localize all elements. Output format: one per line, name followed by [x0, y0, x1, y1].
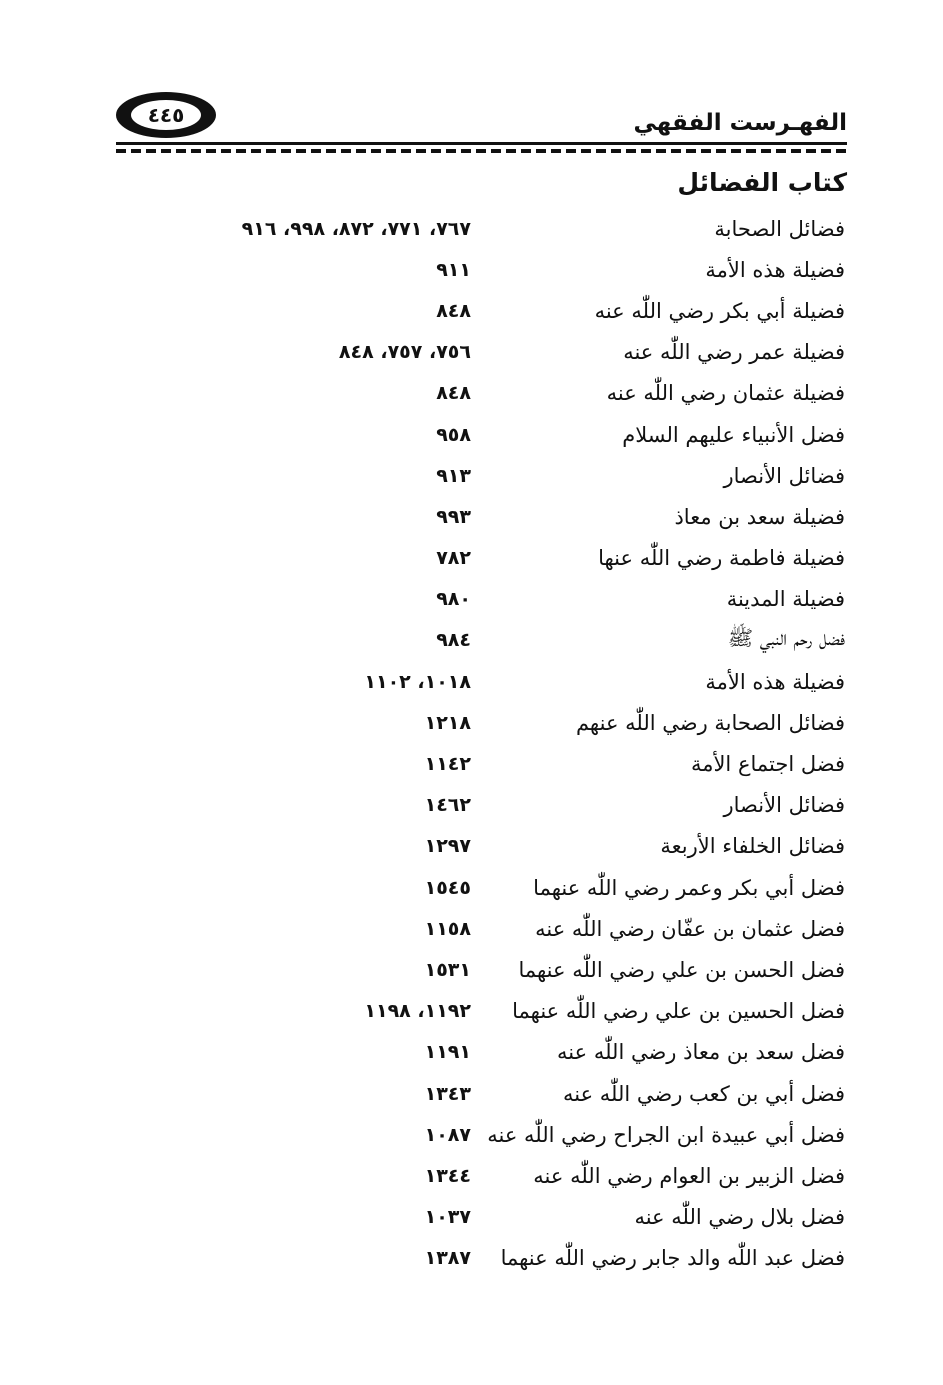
entry-pages: ١٠٨٧ [424, 1123, 471, 1146]
entry-topic: فضيلة سعد بن معاذ [674, 504, 845, 529]
entry-pages: ٧٥٦، ٧٥٧، ٨٤٨ [338, 341, 471, 364]
index-entry [85, 949, 845, 990]
entry-pages: ١٤٦٢ [424, 794, 471, 817]
entry-pages: ٩٥٨ [436, 423, 471, 446]
entry-pages: ٩٨٤ [436, 629, 471, 652]
entry-topic: فضل رحم النبي ﷺ [727, 625, 845, 650]
index-entry [85, 249, 845, 290]
index-entry [85, 414, 845, 455]
index-entry [85, 991, 845, 1032]
index-entry [85, 785, 845, 826]
entry-pages: ١٣٤٣ [424, 1082, 471, 1105]
entry-pages: ١١٩١ [424, 1041, 471, 1064]
entry-pages: ٨٤٨ [436, 382, 471, 405]
entry-pages: ١٥٣١ [424, 958, 471, 981]
index-entry [85, 743, 845, 784]
entry-topic: فضيلة فاطمة رضي اللّٰه عنها [598, 546, 845, 571]
entry-pages: ٩٩٣ [436, 505, 471, 528]
entry-topic: فضل الحسين بن علي رضي اللّٰه عنهما [512, 999, 845, 1024]
entry-pages: ١٢١٨ [424, 711, 471, 734]
index-entry [85, 702, 845, 743]
header-dashed-rule [116, 149, 847, 153]
index-entry [85, 208, 845, 249]
entry-pages: ٧٨٢ [436, 547, 471, 570]
entry-topic: فضل أبي بكر وعمر رضي اللّٰه عنهما [533, 875, 845, 900]
entry-topic: فضيلة المدينة [726, 587, 845, 612]
entry-topic: فضائل الخلفاء الأربعة [660, 834, 845, 859]
entry-topic: فضل بلال رضي اللّٰه عنه [634, 1205, 845, 1230]
index-entry [85, 1114, 845, 1155]
index-entry [85, 290, 845, 331]
entry-topic: فضيلة هذه الأمة [705, 669, 845, 694]
index-entry [85, 496, 845, 537]
section-title: كتاب الفضائل [677, 168, 847, 197]
entry-pages: ٧٦٧، ٧٧١، ٨٧٢، ٩٩٨، ٩١٦ [241, 217, 471, 240]
entry-pages: ١٣٤٤ [424, 1164, 471, 1187]
entry-topic: فضل الحسن بن علي رضي اللّٰه عنهما [518, 957, 845, 982]
index-entry [85, 1197, 845, 1238]
index-entry [85, 455, 845, 496]
index-entry [85, 1155, 845, 1196]
entry-topic: فضيلة عمر رضي اللّٰه عنه [623, 340, 845, 365]
entry-topic: فضائل الأنصار [723, 793, 845, 818]
index-entry [85, 620, 845, 661]
entry-pages: ١٢٩٧ [424, 835, 471, 858]
index-entry [85, 661, 845, 702]
entry-topic: فضل الأنبياء عليهم السلام [622, 422, 845, 447]
entry-pages: ١٣٨٧ [424, 1247, 471, 1270]
entry-topic: فضل عثمان بن عفّان رضي اللّٰه عنه [535, 916, 845, 941]
entry-topic: فضائل الأنصار [723, 463, 845, 488]
entry-topic: فضل عبد اللّٰه والد جابر رضي اللّٰه عنهما [500, 1246, 845, 1271]
entry-pages: ٨٤٨ [436, 299, 471, 322]
index-list [85, 208, 845, 1279]
index-entry [85, 579, 845, 620]
entry-pages: ٩٨٠ [436, 588, 471, 611]
entry-pages: ١٠٣٧ [424, 1206, 471, 1229]
entry-pages: ١٥٤٥ [424, 876, 471, 899]
index-entry [85, 373, 845, 414]
entry-topic: فضل أبي عبيدة ابن الجراح رضي اللّٰه عنه [487, 1122, 845, 1147]
index-entry [85, 1032, 845, 1073]
entry-pages: ١١٥٨ [424, 917, 471, 940]
page-number-badge [116, 92, 216, 138]
page-number: ٤٤٥ [131, 100, 201, 130]
entry-pages: ١٠١٨، ١١٠٢ [364, 670, 471, 693]
index-entry [85, 908, 845, 949]
entry-topic: فضيلة هذه الأمة [705, 257, 845, 282]
entry-topic: فضل أبي بن كعب رضي اللّٰه عنه [562, 1081, 845, 1106]
index-entry [85, 1238, 845, 1279]
entry-topic: فضيلة عثمان رضي اللّٰه عنه [606, 381, 845, 406]
index-entry [85, 867, 845, 908]
header-rule [116, 142, 847, 145]
entry-pages: ١١٤٢ [424, 753, 471, 776]
entry-topic: فضائل الصحابة [714, 216, 845, 241]
entry-topic: فضائل الصحابة رضي اللّٰه عنهم [575, 710, 845, 735]
index-entry [85, 538, 845, 579]
entry-topic: فضيلة أبي بكر رضي اللّٰه عنه [594, 298, 845, 323]
index-entry [85, 826, 845, 867]
index-entry [85, 332, 845, 373]
entry-pages: ٩١١ [436, 258, 471, 281]
entry-pages: ٩١٣ [436, 464, 471, 487]
running-header-title: الفهـرست الفقهي [633, 110, 847, 136]
entry-topic: فضل الزبير بن العوام رضي اللّٰه عنه [533, 1163, 845, 1188]
entry-topic: فضل اجتماع الأمة [690, 752, 845, 777]
index-entry [85, 1073, 845, 1114]
entry-pages: ١١٩٢، ١١٩٨ [364, 1000, 471, 1023]
entry-topic: فضل سعد بن معاذ رضي اللّٰه عنه [557, 1040, 845, 1065]
